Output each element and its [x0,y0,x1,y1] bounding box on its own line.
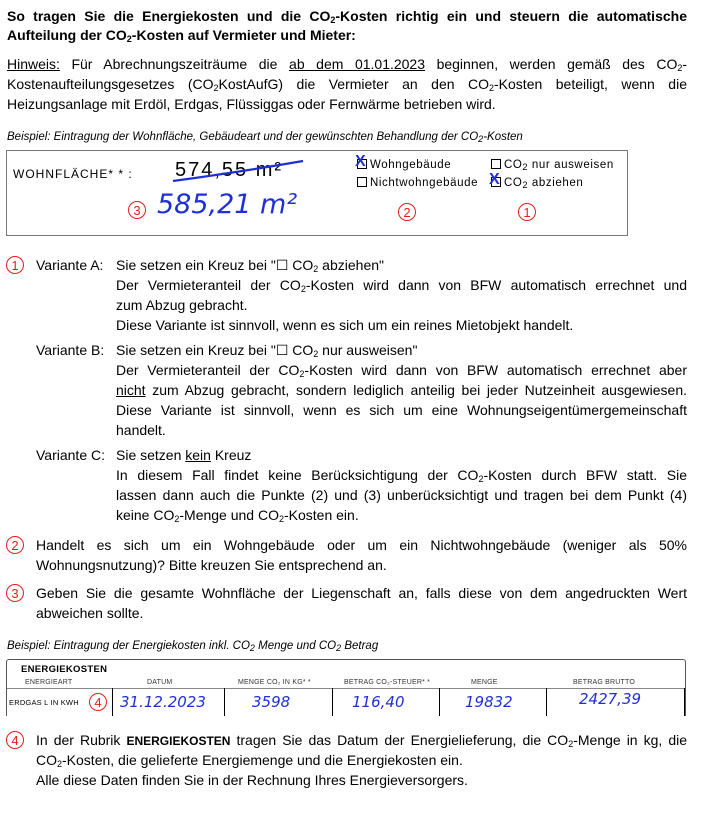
variante-b-line-3 [116,380,687,400]
circled-number-3: 3 [128,201,146,219]
circled-number-4: 4 [89,693,107,711]
point-2-line-2: Wohnungsnutzung)? Bitte kreuzen Sie entsprechend an. [36,557,387,573]
subscript: 2 [568,739,574,749]
text: Sie setzen ein Kreuz bei "☐ CO [116,342,314,358]
heading-text: -Kosten auf Vermieter und Mieter: [131,27,356,43]
col-divider [224,688,225,716]
header-datum: DATUM [147,679,173,686]
marker-1 [6,256,24,275]
variante-a-line-1 [116,255,384,275]
point-4-line-1 [36,730,687,751]
subscript: 2 [478,474,484,484]
circled-number-2: 2 [398,203,416,221]
check-mark: X [355,153,367,170]
hinweis-text: Heizungsanlage mit Erdöl, Erdgas, Flüssiggas oder Fernwärme betrieben wird. [7,96,496,112]
variante-a-label: Variante A: [36,257,104,273]
checkbox-label: CO [504,159,523,171]
subscript: 2 [489,83,495,93]
caption-text: -Kosten [483,131,523,143]
subscript: 2 [478,134,484,144]
subscript: 2 [300,284,306,294]
check-mark: X [489,171,501,188]
checkbox-label: Nichtwohngebäude [370,177,479,189]
subscript: 2 [522,180,529,190]
header-energieart: ENERGIEART [25,679,73,686]
checkbox-nichtwohngebaeude[interactable] [357,177,478,189]
circled-number-1: 1 [6,256,24,274]
variante-b-label: Variante B: [36,342,105,358]
variante-b-line-5: handelt. [116,422,166,438]
hinweis-line-1 [7,54,687,74]
subscript: 2 [174,514,180,524]
text: -Menge in kg, die [573,732,688,748]
text: -Kosten durch BFW statt. Sie [483,467,687,483]
checkbox-label: nur ausweisen [528,159,614,171]
circled-number-4: 4 [6,731,24,749]
marker-3 [6,584,24,603]
hinweis-text: Für Abrechnungszeiträume die [71,56,278,72]
underlined-text: nicht [116,382,146,398]
subscript: 2 [57,759,63,769]
caption-text: Betrag [341,640,379,652]
circled-number-3: 3 [6,584,24,602]
hinweis-text: beginnen, werden gemäß des CO [436,56,678,72]
text: -Menge und CO [179,507,279,523]
text: Der Vermieteranteil der CO [116,362,300,378]
point-3-line-2: abweichen sollte. [36,605,144,621]
variante-c-line-2 [116,465,687,485]
heading-line-1 [7,7,687,26]
point-4-line-3: Alle diese Daten finden Sie in der Rechnung Ihres Energieversorgers. [36,772,468,788]
header-menge: MENGE [471,679,498,686]
point-4-line-2 [36,750,463,770]
col-divider [112,688,113,716]
text: -Kosten ein. [284,507,359,523]
text: In der Rubrik [36,732,121,748]
cell-menge-co2[interactable]: 3598 [252,693,291,711]
text: CO [36,752,57,768]
variante-b-line-1 [116,340,417,360]
col-divider [684,688,685,716]
cell-datum[interactable]: 31.12.2023 [120,693,206,711]
example-caption-2 [7,640,378,652]
header-betrag-brutto: BETRAG BRUTTO [573,679,635,686]
hinweis-text: - [682,56,688,72]
bold-text: ENERGIEKOSTEN [126,734,231,748]
point-3-line-1: Geben Sie die gesamte Wohnfläche der Liegenschaft an, falls diese von dem angedruckten Wert [36,585,687,601]
wohnflaeche-label: WOHNFLÄCHE* * : [13,167,133,181]
text: abziehen" [318,257,384,273]
variante-a-line-2 [116,275,687,295]
subscript: 2 [213,83,219,93]
checkbox-box[interactable] [491,159,501,169]
text: keine CO [116,507,175,523]
checkbox-label: Wohngebäude [370,159,452,171]
col-divider [546,688,547,716]
variante-c-line-1 [116,445,251,465]
text: Kreuz [214,447,252,463]
checkbox-label: abziehen [528,177,584,189]
caption-text: Menge und CO [254,640,337,652]
variante-b-line-4: Diese Variante ist sinnvoll, wenn es sich um eine Wohnungseigentümergemeinschaft [116,402,687,418]
circled-number-1: 1 [518,203,536,221]
text: In diesem Fall findet keine Berücksichtigung der CO [116,467,479,483]
underlined-text: kein [185,447,211,463]
text: tragen Sie das Datum der Energielieferung, die CO [236,732,569,748]
wohnflaeche-form [6,150,628,236]
hinweis-text: KostAufG) die Vermieter an den CO [218,76,489,92]
header-menge-co2: MENGE CO₂ IN KG* * [238,679,311,686]
checkbox-co2-ausweisen[interactable] [491,159,614,171]
hinweis-text: Kostenaufteilungsgesetzes (CO [7,76,214,92]
marker-4 [6,731,24,750]
text: -Kosten wird dann von BFW automatisch errechnet und [305,277,688,293]
hinweis-line-2 [7,74,687,94]
strike-through-mark [167,157,307,187]
cell-menge[interactable]: 19832 [465,693,513,711]
header-betrag-co2: BETRAG CO₂-STEUER* * [344,679,431,686]
caption-text: Beispiel: Eintragung der Wohnfläche, Gebäudeart und der gewünschten Behandlung der CO [7,131,479,143]
example-caption-1 [7,131,523,143]
heading-line-2 [7,26,356,45]
col-divider [332,688,333,716]
variante-a-line-3: zum Abzug gebracht. [116,297,248,313]
row-divider [7,688,685,689]
marker-4-table [89,693,107,712]
cell-betrag-brutto[interactable]: 2427,39 [579,690,642,708]
circled-number-2: 2 [6,536,24,554]
subscript: 2 [313,349,319,359]
handwritten-value: 585,21 m² [157,189,298,220]
marker-1-form [518,203,536,222]
point-2-line-1: Handelt es sich um ein Wohngebäude oder um ein Nichtwohngebäude (weniger als 50% [36,537,687,553]
marker-3-form [128,201,146,220]
subscript: 2 [330,15,336,25]
subscript: 2 [299,369,305,379]
variante-c-label: Variante C: [36,447,105,463]
printed-value: 574,55 m² [175,159,284,181]
checkbox-box[interactable] [357,177,367,187]
caption-text: Beispiel: Eintragung der Energiekosten inkl. CO [7,640,250,652]
hinweis-line-3 [7,94,496,114]
handwritten-area-value [157,189,297,220]
energiekosten-title: ENERGIEKOSTEN [21,664,108,675]
checkbox-wohngebaeude[interactable] [355,153,452,171]
checkbox-box[interactable] [355,153,367,170]
checkbox-label: CO [504,177,523,189]
text: Sie setzen [116,447,182,463]
text: zum Abzug gebracht, sondern lediglich anteilig bei jeder Nutzeinheit ausgewiesen. [152,382,688,398]
subscript: 2 [278,514,284,524]
hinweis-text: -Kosten beteiligt, wenn die [494,76,687,92]
text: -Kosten wird dann von BFW automatisch errechnet aber [304,362,687,378]
variante-c-line-3: lassen dann auch die Punkte (2) und (3) unberücksichtigt und tragen bei dem Punkt (4) [116,487,687,503]
checkbox-box[interactable] [489,171,501,188]
subscript: 2 [677,63,683,73]
subscript: 2 [313,264,319,274]
hinweis-label: Hinweis: [7,56,60,72]
heading-text: Aufteilung der CO [7,27,127,43]
heading-text: So tragen Sie die Energiekosten und die CO [7,8,331,24]
hinweis-date: ab dem 01.01.2023 [289,56,426,72]
variante-b-line-2 [116,360,687,380]
col-divider [439,688,440,716]
marker-2 [6,536,24,555]
text: Der Vermieteranteil der CO [116,277,301,293]
subscript: 2 [249,643,255,653]
cell-betrag-co2[interactable]: 116,40 [352,693,405,711]
variante-a-line-4: Diese Variante ist sinnvoll, wenn es sich um ein reines Mietobjekt handelt. [116,317,574,333]
checkbox-co2-abziehen[interactable] [489,171,584,190]
energiekosten-box [6,659,686,716]
text: Sie setzen ein Kreuz bei "☐ CO [116,257,314,273]
subscript: 2 [336,643,342,653]
text: -Kosten, die gelieferte Energiemenge und die Energiekosten ein. [62,752,463,768]
subscript: 2 [126,34,132,44]
cell-energieart: ERDGAS L IN KWH [9,698,79,707]
marker-2-form [398,203,416,222]
subscript: 2 [522,162,529,172]
heading-text: -Kosten richtig ein und steuern die automatische [335,8,687,24]
text: nur ausweisen" [318,342,418,358]
variante-c-line-4 [116,505,359,525]
